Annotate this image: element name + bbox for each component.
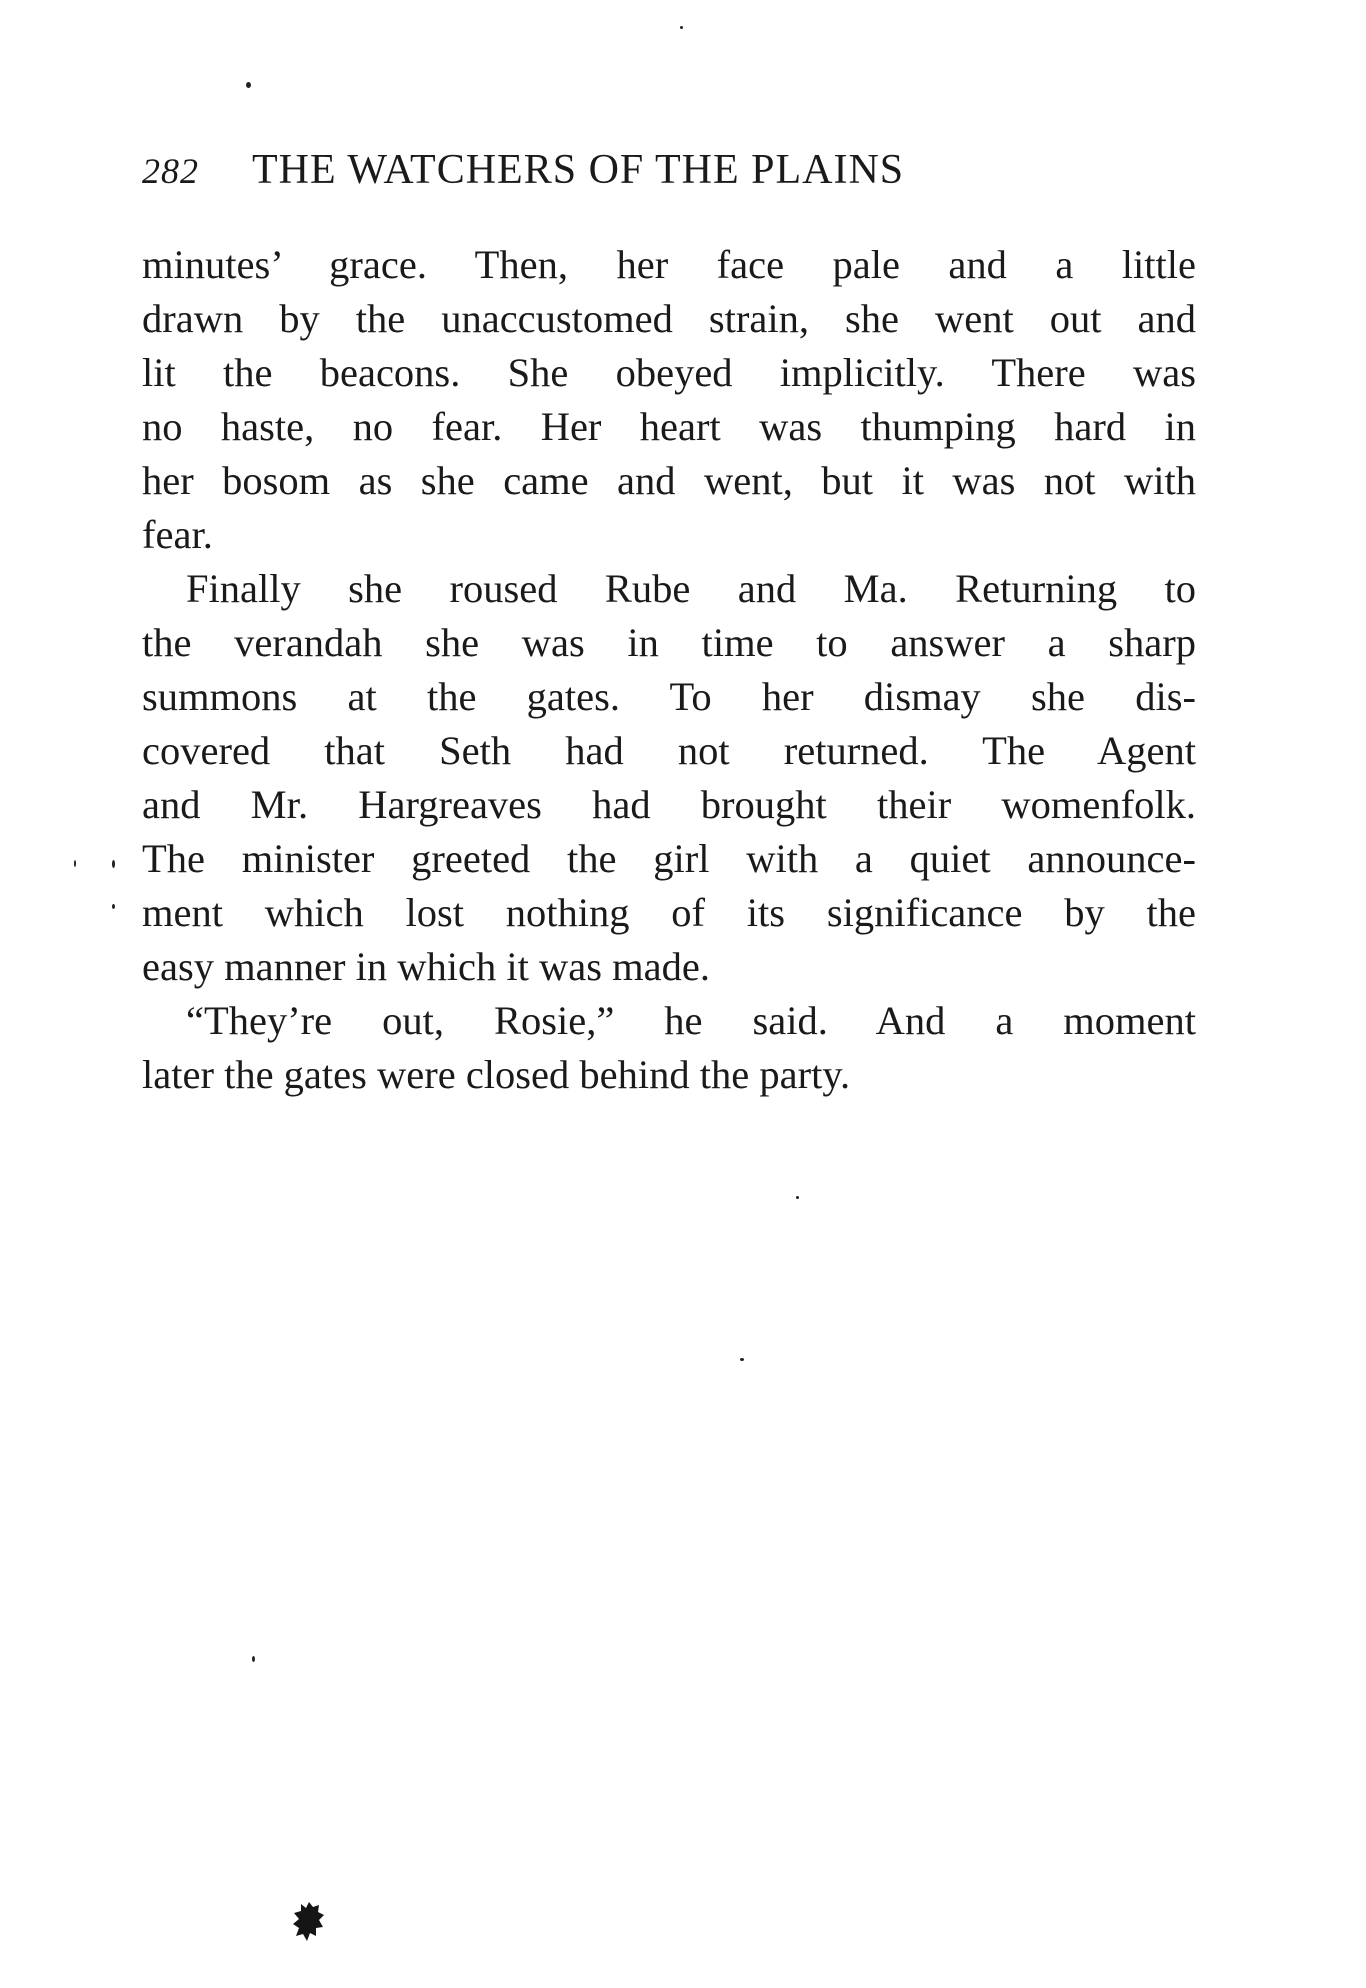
paragraph bbox=[142, 562, 1196, 994]
paragraph bbox=[142, 994, 1196, 1102]
text-line: Finally she roused Rube and Ma. Returning to bbox=[186, 566, 1196, 611]
text-line: drawn by the unaccustomed strain, she went out and bbox=[142, 296, 1196, 341]
scan-speck bbox=[252, 1656, 255, 1662]
paragraph bbox=[142, 238, 1196, 562]
text-line: later the gates were closed behind the party. bbox=[142, 1052, 851, 1097]
text-line: and Mr. Hargreaves had brought their womenfolk. bbox=[142, 782, 1196, 827]
text-line: no haste, no fear. Her heart was thumping hard in bbox=[142, 404, 1196, 449]
text-line: fear. bbox=[142, 512, 213, 557]
page-number: 282 bbox=[142, 151, 199, 191]
text-line: The minister greeted the girl with a quiet announce- bbox=[142, 836, 1196, 881]
running-header bbox=[142, 144, 1192, 197]
running-title: THE WATCHERS OF THE PLAINS bbox=[252, 147, 905, 193]
ink-blot-icon bbox=[292, 1900, 326, 1944]
scan-speck bbox=[740, 1358, 744, 1361]
text-line: “They’re out, Rosie,” he said. And a moment bbox=[186, 998, 1196, 1043]
scan-speck bbox=[112, 904, 115, 909]
text-line: ment which lost nothing of its significance by the bbox=[142, 890, 1196, 935]
scan-speck bbox=[74, 860, 76, 867]
text-line: the verandah she was in time to answer a sharp bbox=[142, 620, 1196, 665]
text-line: easy manner in which it was made. bbox=[142, 944, 710, 989]
text-line: minutes’ grace. Then, her face pale and a little bbox=[142, 242, 1196, 287]
text-line: covered that Seth had not returned. The Agent bbox=[142, 728, 1196, 773]
scan-speck bbox=[796, 1196, 799, 1199]
scan-speck bbox=[112, 860, 115, 868]
scan-speck bbox=[246, 82, 251, 88]
text-line: lit the beacons. She obeyed implicitly. There was bbox=[142, 350, 1196, 395]
text-line: her bosom as she came and went, but it was not with bbox=[142, 458, 1196, 503]
body-text bbox=[142, 238, 1196, 1102]
text-line: summons at the gates. To her dismay she dis- bbox=[142, 674, 1196, 719]
scan-speck bbox=[680, 26, 683, 29]
